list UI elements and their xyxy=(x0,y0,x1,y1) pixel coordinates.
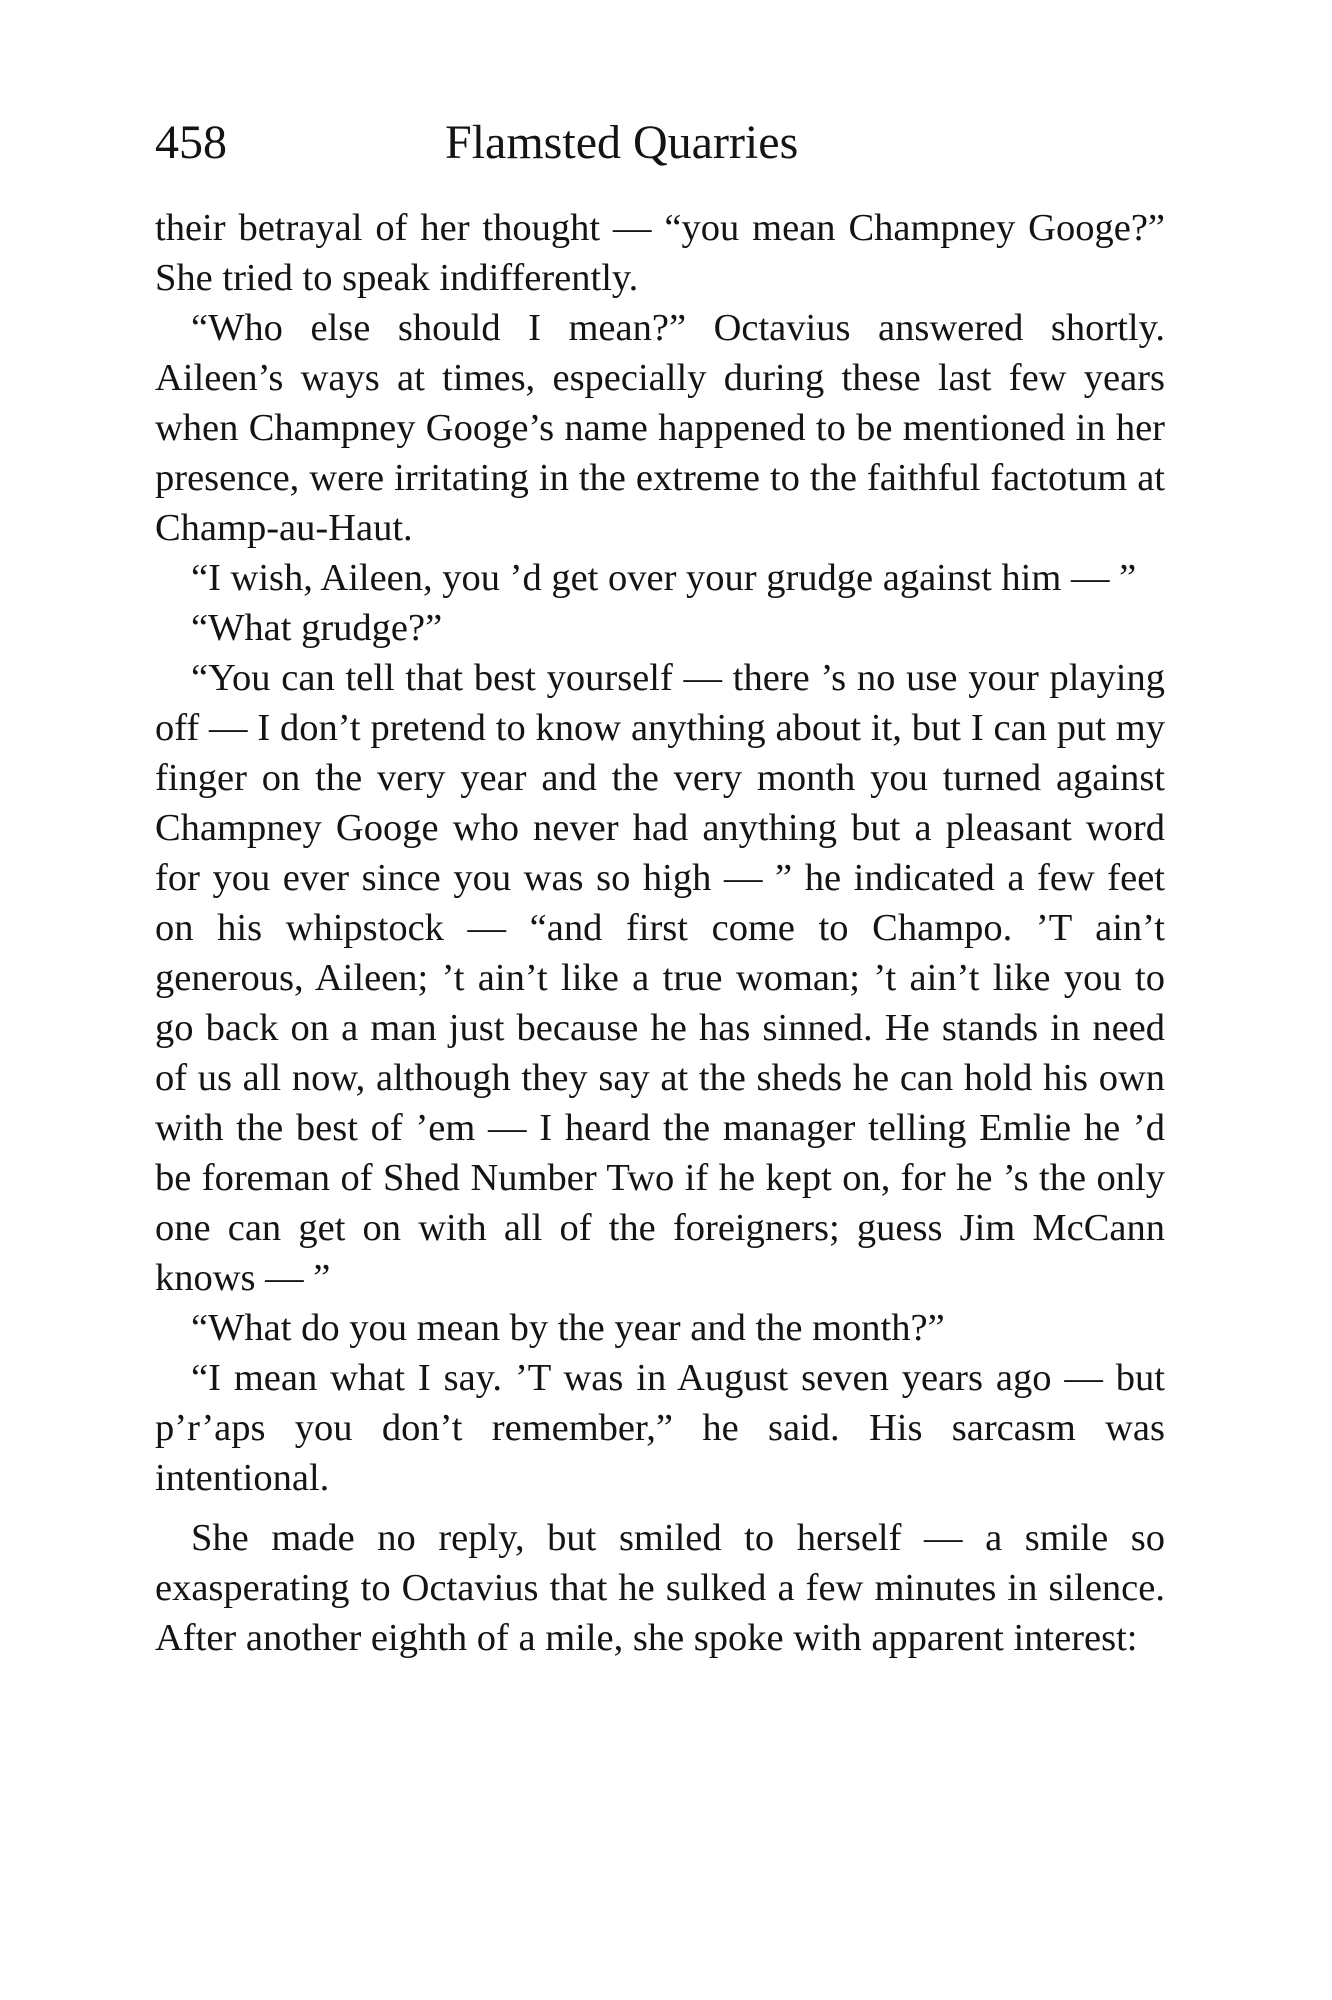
paragraph: their betrayal of her thought — “you mean Champney Googe?” She tried to speak indifferently. xyxy=(155,207,1165,299)
running-title: Flamsted Quarries xyxy=(445,116,799,169)
paragraph: “I wish, Aileen, you ’d get over your grudge against him — ” xyxy=(191,557,1137,599)
body-text xyxy=(155,203,1165,1663)
paragraph: “You can tell that best yourself — there ’s no use your playing off — I don’t pretend to know anything about it, but I can put my finger on the very year and the very month you turned against Champney Googe who never had anything but a pleasant word for you ever since you was so high — ” he indicated a few feet on his whipstock — “and first come to Champo. ’T ain’t generous, Aileen; ’t ain’t like a true woman; ’t ain’t like you to go back on a man just because he has sinned. He stands in need of us all now, although they say at the sheds he can hold his own with the best of ’em — I heard the manager telling Emlie he ’d be foreman of Shed Number Two if he kept on, for he ’s the only one can get on with all of the foreigners; guess Jim McCann knows — ” xyxy=(155,657,1165,1299)
paragraph: “What grudge?” xyxy=(191,607,443,649)
paragraph: She made no reply, but smiled to herself — a smile so exasperating to Octavius that he sulked a few minutes in silence. After another eighth of a mile, she spoke with apparent interest: xyxy=(155,1517,1165,1659)
page-number: 458 xyxy=(155,116,227,169)
paragraph: “I mean what I say. ’T was in August seven years ago — but p’r’aps you don’t remember,” he said. His sarcasm was intentional. xyxy=(155,1357,1165,1499)
paragraph: “Who else should I mean?” Octavius answered shortly. Aileen’s ways at times, especially during these last few years when Champney Googe’s name happened to be mentioned in her presence, were irritating in the extreme to the faithful factotum at Champ-au-Haut. xyxy=(155,307,1165,549)
paragraph: “What do you mean by the year and the month?” xyxy=(191,1307,945,1349)
page-header xyxy=(155,108,1165,178)
